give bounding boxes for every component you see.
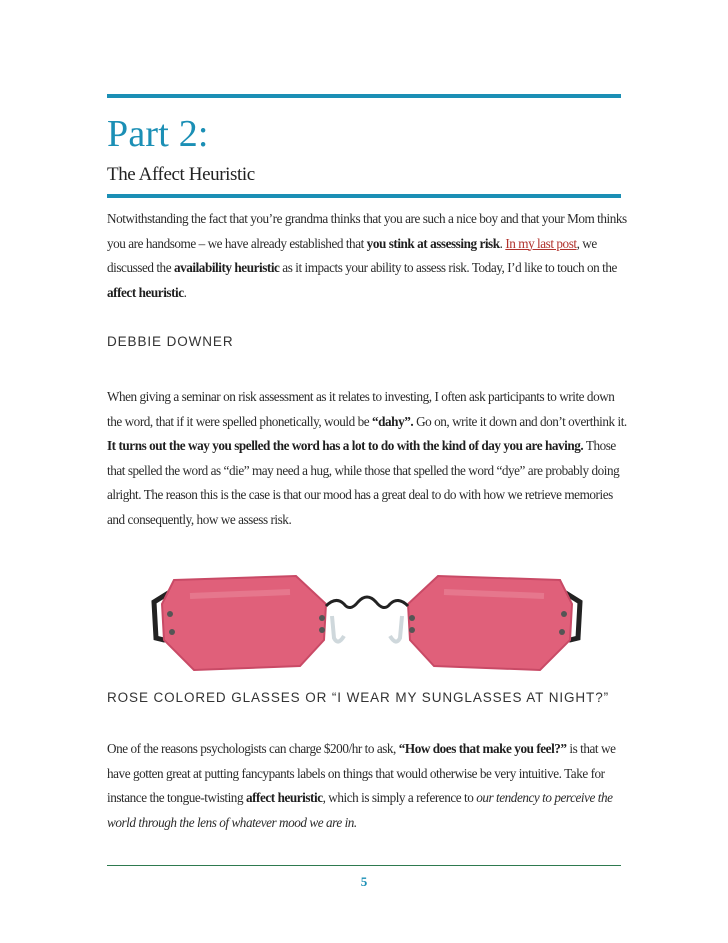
bold-run: you stink at assessing risk xyxy=(366,235,500,251)
screw xyxy=(319,627,325,633)
page-number: 5 xyxy=(360,874,368,889)
subtitle-rule xyxy=(107,194,621,198)
lens-highlight xyxy=(190,592,290,596)
bold-run: availability heuristic xyxy=(173,260,280,275)
right-lens xyxy=(408,576,572,670)
screw xyxy=(409,627,415,633)
text-run: is that we have gotten great at putting fancypants labels on things that would otherwise be very intuitive. Take for instance the tongue-twisting xyxy=(107,741,616,805)
heading-debbie-downer: DEBBIE DOWNER xyxy=(107,334,234,349)
part-title: Part 2: xyxy=(107,113,209,155)
text-run: When giving a seminar on risk assessment as it relates to investing, I often ask participants to write down the word, that if it were spelled phonetically, would be xyxy=(107,389,615,429)
screw xyxy=(319,615,325,621)
left-lens xyxy=(162,576,326,670)
top-rule xyxy=(107,94,621,98)
text-run: One of the reasons psychologists can charge $200/hr to ask, xyxy=(107,741,399,756)
italic-run: our tendency to perceive the world through the lens of whatever mood we are in. xyxy=(107,790,613,830)
lens-highlight xyxy=(444,592,544,596)
bold-run: affect heuristic xyxy=(107,284,184,300)
intro-paragraph xyxy=(107,207,627,305)
screw xyxy=(559,629,565,635)
text-run: . xyxy=(183,284,187,300)
screw xyxy=(167,611,173,617)
rose-sunglasses-icon xyxy=(150,566,584,678)
left-nose-pad xyxy=(332,616,344,642)
heading-rose-colored-glasses: ROSE COLORED GLASSES OR “I WEAR MY SUNGLASSES AT NIGHT?” xyxy=(107,690,610,705)
screw xyxy=(409,615,415,621)
seminar-paragraph xyxy=(107,385,627,532)
text-run: Go on, write it down and don’t overthink it. xyxy=(413,413,627,429)
bold-run: “How does that make you feel?” xyxy=(398,741,567,756)
bold-run: “dahy”. xyxy=(372,413,414,429)
bridge xyxy=(326,597,408,608)
screw xyxy=(561,611,567,617)
right-nose-pad xyxy=(390,616,402,642)
psychologists-paragraph xyxy=(107,737,627,835)
text-run: , which is simply a reference to xyxy=(322,790,477,805)
text-run: Notwithstanding the fact that you’re grandma thinks that you are such a nice boy and that your Mom thinks you are handsome – we have already established that xyxy=(107,211,627,251)
footer-rule xyxy=(107,865,621,866)
last-post-link[interactable]: In my last post xyxy=(505,235,577,251)
text-run: Those that spelled the word as “die” may need a hug, while those that spelled the word “dye” are probably doing alright. The reason this is the case is that our mood has a great deal to do with how we retrieve memories and consequently, how we assess risk. xyxy=(107,438,620,527)
bold-run: It turns out the way you spelled the word has a lot to do with the kind of day you are having. xyxy=(107,438,584,453)
screw xyxy=(169,629,175,635)
section-subtitle: The Affect Heuristic xyxy=(107,164,255,185)
text-run: as it impacts your ability to assess risk. Today, I’d like to touch on the xyxy=(279,260,617,275)
text-run: . xyxy=(499,235,506,251)
bold-run: affect heuristic xyxy=(245,790,323,805)
text-run: , we discussed the xyxy=(107,235,597,275)
